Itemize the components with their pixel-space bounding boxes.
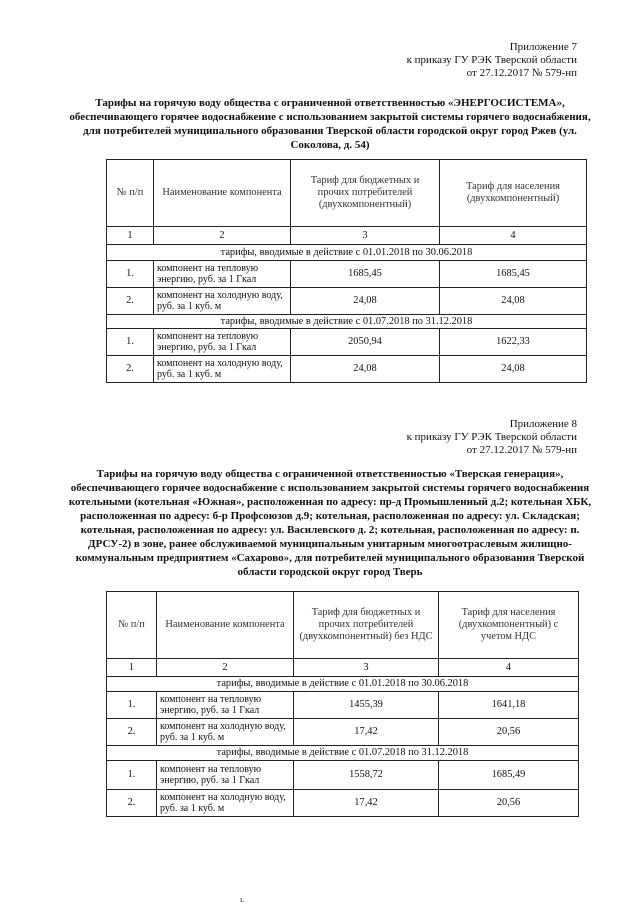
order-date: от 27.12.2017 № 579-нп (466, 67, 577, 79)
period-label: тарифы, вводимые в действие с 01.07.2018 по 31.12.2018 (107, 746, 579, 761)
budget-tariff-value: 1685,45 (291, 261, 440, 288)
component-name: компонент на тепловую энергию, руб. за 1 Гкал (154, 261, 291, 288)
column-number: 4 (439, 659, 579, 677)
tariff-table-8 (106, 591, 579, 817)
column-number: 4 (440, 227, 587, 245)
order-date: от 27.12.2017 № 579-нп (466, 444, 577, 456)
column-number: 3 (291, 227, 440, 245)
header-component: Наименование компонента (154, 160, 291, 227)
header-component: Наименование компонента (157, 592, 294, 659)
period-row (107, 245, 587, 261)
column-number: 2 (157, 659, 294, 677)
budget-tariff-value: 1455,39 (294, 692, 439, 719)
row-number: 1. (107, 761, 157, 790)
row-number: 1. (107, 692, 157, 719)
period-label: тарифы, вводимые в действие с 01.01.2018 по 30.06.2018 (107, 245, 587, 261)
header-row (107, 592, 579, 659)
component-name: компонент на холодную воду, руб. за 1 куб. м (154, 288, 291, 315)
table-row (107, 288, 587, 315)
population-tariff-value: 24,08 (440, 288, 587, 315)
period-label: тарифы, вводимые в действие с 01.07.2018 по 31.12.2018 (107, 315, 587, 329)
column-number: 3 (294, 659, 439, 677)
row-number: 2. (107, 719, 157, 746)
order-reference: к приказу ГУ РЭК Тверской области (406, 54, 577, 66)
period-label: тарифы, вводимые в действие с 01.01.2018 по 30.06.2018 (107, 677, 579, 692)
header-number: № п/п (107, 160, 154, 227)
population-tariff-value: 1685,45 (440, 261, 587, 288)
appendix-8-header (407, 418, 577, 457)
population-tariff-value: 1641,18 (439, 692, 579, 719)
table-row (107, 790, 579, 817)
population-tariff-value: 20,56 (439, 719, 579, 746)
column-number-row (107, 227, 587, 245)
row-number: 2. (107, 790, 157, 817)
order-reference: к приказу ГУ РЭК Тверской области (406, 431, 577, 443)
budget-tariff-value: 24,08 (291, 356, 440, 383)
component-name: компонент на холодную воду, руб. за 1 куб. м (157, 719, 294, 746)
component-name: компонент на тепловую энергию, руб. за 1 Гкал (157, 692, 294, 719)
column-number: 1 (107, 659, 157, 677)
column-number: 1 (107, 227, 154, 245)
budget-tariff-value: 2050,94 (291, 329, 440, 356)
tariff-table-7 (106, 159, 587, 383)
population-tariff-value: 1685,49 (439, 761, 579, 790)
table-row (107, 692, 579, 719)
row-number: 2. (107, 288, 154, 315)
row-number: 1. (107, 261, 154, 288)
budget-tariff-value: 24,08 (291, 288, 440, 315)
population-tariff-value: 1622,33 (440, 329, 587, 356)
component-name: компонент на тепловую энергию, руб. за 1 Гкал (157, 761, 294, 790)
column-number-row (107, 659, 579, 677)
header-row (107, 160, 587, 227)
budget-tariff-value: 17,42 (294, 719, 439, 746)
table-row (107, 761, 579, 790)
header-population-tariff: Тариф для населения (двухкомпонентный) (440, 160, 587, 227)
header-number: № п/п (107, 592, 157, 659)
budget-tariff-value: 1558,72 (294, 761, 439, 790)
budget-tariff-value: 17,42 (294, 790, 439, 817)
page-footer-mark: ı. (240, 895, 245, 904)
population-tariff-value: 24,08 (440, 356, 587, 383)
table-8-title: Тарифы на горячую воду общества с ограниченной ответственностью «Тверская генерация», обеспечивающего горячее водоснабжение с использованием закрытой системы горячего водоснабжения котельными (котельная «Южная», расположенная по адресу: пр-д Промышленный д.2; котельная ХБК, расположенная по адресу: б-р Профсоюзов д.9; котельная, расположенная по адресу: ул. Складская; котельная, расположенная по адресу: ул. Василевского д. 2; котельная, расположенная по адресу: п. ДРСУ-2) в зоне, ранее обслуживаемой муниципальным унитарным многоотраслевым жилищно-коммунальным предприятием «Сахарово», для потребителей муниципального образования Тверской области городской округ город Тверь (68, 468, 592, 578)
column-number: 2 (154, 227, 291, 245)
table-row (107, 356, 587, 383)
table-7-title: Тарифы на горячую воду общества с ограниченной ответственностью «ЭНЕРГОСИСТЕМА», обеспечивающего горячее водоснабжение с использованием закрытой системы горячего водоснабжения, для потребителей муниципального образования Тверской области городской округ город Ржев (ул. Соколова, д. 54) (69, 97, 591, 151)
table-row (107, 329, 587, 356)
row-number: 2. (107, 356, 154, 383)
component-name: компонент на тепловую энергию, руб. за 1 Гкал (154, 329, 291, 356)
component-name: компонент на холодную воду, руб. за 1 куб. м (157, 790, 294, 817)
component-name: компонент на холодную воду, руб. за 1 куб. м (154, 356, 291, 383)
population-tariff-value: 20,56 (439, 790, 579, 817)
header-budget-tariff: Тариф для бюджетных и прочих потребителей (двухкомпонентный) без НДС (294, 592, 439, 659)
header-population-tariff: Тариф для населения (двухкомпонентный) с учетом НДС (439, 592, 579, 659)
table-row (107, 261, 587, 288)
appendix-label: Приложение 7 (509, 41, 577, 53)
header-budget-tariff: Тариф для бюджетных и прочих потребителей (двухкомпонентный) (291, 160, 440, 227)
period-row (107, 315, 587, 329)
period-row (107, 746, 579, 761)
table-row (107, 719, 579, 746)
appendix-7-header (407, 41, 577, 80)
appendix-label: Приложение 8 (509, 418, 577, 430)
row-number: 1. (107, 329, 154, 356)
period-row (107, 677, 579, 692)
